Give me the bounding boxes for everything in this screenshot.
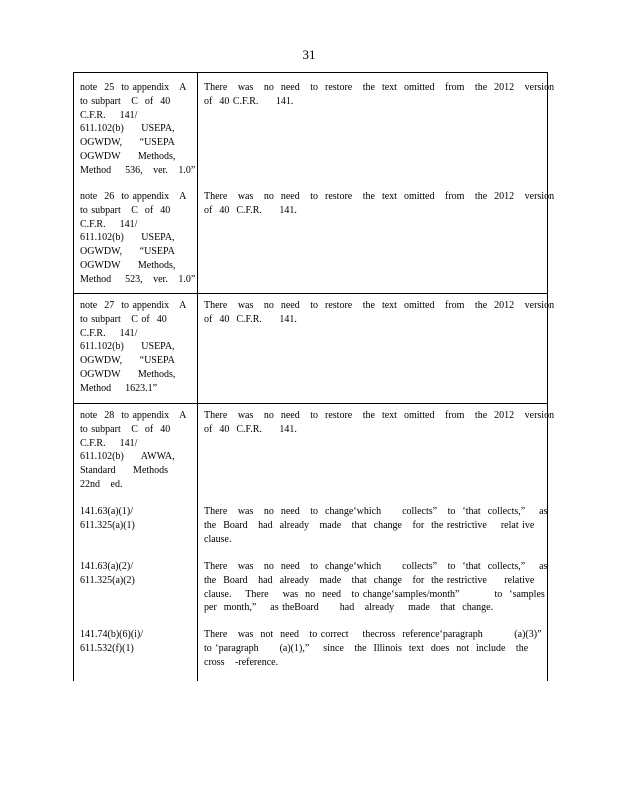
table-row-4-comment: There was no need to restore the text omitted from the 2012 version of 40 C.F.R. 141. [204, 410, 555, 435]
table-row-4-citation: note 28 to appendix A to subpart C of 40 C.F.R. 141/ 611.102(b) AWWA, Standard Methods 22nd ed. [80, 410, 187, 490]
table-row-2-citation: note 26 to appendix A to subpart C of 40 C.F.R. 141/ 611.102(b) USEPA, OGWDW, “USEPA OGWDW Methods, Method 523, ver. 1.0” [80, 191, 196, 285]
column-divider [197, 73, 198, 681]
table-row-7-citation: 141.74(b)(6)(i)/ 611.532(f)(1) [80, 629, 144, 654]
table-row-3-comment: There was no need to restore the text omitted from the 2012 version of 40 C.F.R. 141. [204, 300, 555, 325]
table-row-7-comment: There was not need to correct thecross reference‘paragraph (a)(3)” to ‘paragraph (a)(1),” since the Illinois text does not include the cross -reference. [204, 629, 542, 668]
table-row-6-citation: 141.63(a)(2)/ 611.325(a)(2) [80, 561, 135, 586]
table-row-3-citation: note 27 to appendix A to subpart C of 40 C.F.R. 141/ 611.102(b) USEPA, OGWDW, “USEPA OGWDW Methods, Method 1623.1” [80, 300, 187, 394]
table-row-5-comment: There was no need to change‘which collects” to ‘that collects,” as the Board had already made that change for the restrictive relat ive clause. [204, 506, 548, 545]
table-row-5-citation: 141.63(a)(1)/ 611.325(a)(1) [80, 506, 135, 531]
table-row-1-comment: There was no need to restore the text omitted from the 2012 version of 40 C.F.R. 141. [204, 82, 555, 107]
row-separator [74, 293, 547, 294]
page-number: 31 [302, 47, 316, 62]
comparison-table [73, 72, 555, 681]
table-row-6-comment: There was no need to change‘which collects” to ‘that collects,” as the Board had already made that change for the restrictive relative clause. There was no need to change‘samples/month” to ‘samples per month,” as theBoard had already made that change. [204, 561, 548, 614]
row-separator [74, 403, 547, 404]
table-row-2-comment: There was no need to restore the text omitted from the 2012 version of 40 C.F.R. 141. [204, 191, 555, 216]
table-row-1-citation: note 25 to appendix A to subpart C of 40 C.F.R. 141/ 611.102(b) USEPA, OGWDW, “USEPA OGWDW Methods, Method 536, ver. 1.0” [80, 82, 196, 176]
